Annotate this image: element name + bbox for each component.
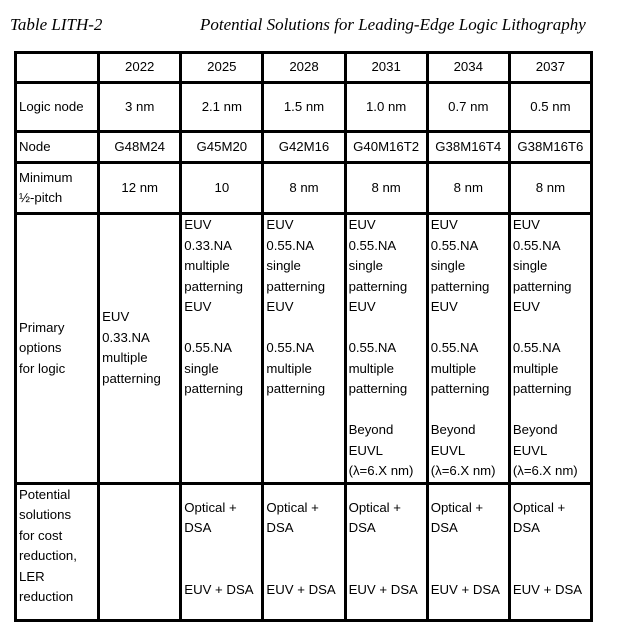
cell-line: EUV + DSA — [266, 581, 336, 597]
table-cell — [263, 214, 345, 484]
row-label-cell — [16, 132, 99, 163]
line-spacer — [266, 539, 341, 560]
cell-line: patterning — [348, 278, 408, 294]
cell-line: multiple — [184, 258, 230, 273]
row-label-line: for cost — [19, 527, 63, 543]
cell-line: 8 nm — [289, 179, 319, 195]
cell-line: single — [512, 258, 548, 273]
row-label-line: Primary — [19, 319, 65, 335]
header-row — [16, 53, 592, 83]
cell-line: 3 nm — [125, 98, 155, 114]
cell-line: 0.55.NA — [266, 340, 315, 355]
cell-line: EUV — [512, 217, 540, 232]
table-cell — [509, 483, 591, 620]
cell-line: 12 nm — [121, 179, 159, 195]
row-label-line: Node — [19, 138, 51, 154]
cell-line: G38M16T4 — [435, 138, 502, 154]
cell-line: G48M24 — [114, 138, 165, 154]
table-cell — [509, 214, 591, 484]
table-cell — [427, 132, 509, 163]
cell-line: EUV — [430, 217, 458, 232]
row-label-line: Minimum — [19, 169, 73, 185]
cell-line: Optical + — [512, 499, 566, 515]
table-cell — [345, 83, 427, 132]
line-spacer — [349, 559, 424, 580]
cell-line: EUV — [348, 217, 376, 232]
cell-line: Optical + — [348, 499, 401, 515]
cell-line: EUVL — [430, 442, 466, 458]
table-row-node — [16, 132, 592, 163]
cell-line: 8 nm — [371, 179, 401, 195]
cell-line: single — [348, 258, 384, 273]
cell-line: 0.55.NA — [184, 340, 232, 355]
cell-line: patterning — [266, 381, 326, 396]
cell-line: Beyond — [512, 422, 558, 437]
cell-line: DSA — [266, 520, 294, 535]
cell-line: single — [266, 258, 301, 273]
row-label-line: Logic node — [19, 98, 84, 114]
table-cell — [99, 214, 181, 484]
row-label-line: LER — [19, 568, 45, 584]
cell-line: patterning — [102, 370, 161, 386]
cell-line: EUV + DSA — [348, 581, 418, 597]
cell-line: multiple — [348, 360, 395, 376]
table-cell — [427, 83, 509, 132]
cell-line: patterning — [184, 381, 243, 396]
row-label-line: for logic — [19, 360, 66, 376]
cell-line: DSA — [430, 520, 458, 535]
line-spacer — [513, 539, 588, 560]
year-header-cell: 2022 — [99, 53, 181, 83]
cell-line: patterning — [184, 278, 243, 294]
table-cell — [263, 83, 345, 132]
line-spacer — [349, 400, 424, 421]
header-corner-cell — [16, 53, 99, 83]
cell-line: EUV — [184, 299, 212, 314]
table-cell — [509, 163, 591, 214]
table-cell — [427, 214, 509, 484]
line-spacer — [431, 318, 506, 339]
cell-line: EUV — [512, 299, 540, 314]
cell-line: EUV — [184, 217, 212, 232]
cell-line: multiple — [102, 350, 148, 366]
line-spacer — [266, 318, 341, 339]
table-cell — [345, 132, 427, 163]
table-caption: Potential Solutions for Leading-Edge Logic Lithography — [200, 15, 586, 34]
table-cell — [345, 483, 427, 620]
table-cell — [345, 163, 427, 214]
table-cell — [263, 132, 345, 163]
table-cell — [99, 132, 181, 163]
table-cell — [427, 483, 509, 620]
cell-line: 0.33.NA — [184, 237, 232, 253]
cell-line: patterning — [430, 381, 490, 396]
row-label-line: solutions — [19, 507, 72, 522]
table-cell — [99, 83, 181, 132]
cell-line: 2.1 nm — [201, 98, 243, 114]
year-header-cell: 2025 — [181, 53, 263, 83]
year-header-cell: 2028 — [263, 53, 345, 83]
line-spacer — [349, 539, 424, 560]
cell-line: EUV + DSA — [430, 581, 500, 597]
cell-line: single — [430, 258, 466, 273]
row-label-line: reduction, — [19, 548, 77, 563]
cell-line: G42M16 — [278, 138, 330, 154]
table-cell — [345, 214, 427, 484]
table-cell — [427, 163, 509, 214]
cell-line: 0.55.NA — [430, 340, 479, 355]
cell-line: EUV — [102, 309, 130, 325]
year-header-cell: 2037 — [509, 53, 591, 83]
line-spacer — [184, 539, 259, 560]
cell-line: (λ=6.X nm) — [348, 463, 414, 478]
cell-line: patterning — [512, 278, 572, 294]
cell-line: DSA — [184, 520, 212, 535]
cell-line: multiple — [512, 360, 559, 376]
table-cell — [181, 483, 263, 620]
cell-line: single — [184, 360, 219, 376]
row-label-cell — [16, 483, 99, 620]
line-spacer — [513, 400, 588, 421]
cell-line: G45M20 — [196, 138, 248, 154]
table-row-pitch — [16, 163, 592, 214]
table-cell — [181, 163, 263, 214]
line-spacer — [184, 559, 259, 580]
cell-line: EUV + DSA — [184, 581, 254, 597]
cell-line: EUV — [430, 299, 458, 314]
cell-line: 0.55.NA — [266, 237, 315, 253]
line-spacer — [266, 559, 341, 580]
line-spacer — [513, 318, 588, 339]
table-row-primary — [16, 214, 592, 484]
cell-line: 0.55.NA — [348, 237, 397, 253]
cell-line: 0.55.NA — [348, 340, 397, 355]
cell-line: 0.55.NA — [512, 340, 561, 355]
cell-line: EUVL — [348, 442, 384, 458]
table-cell — [181, 214, 263, 484]
row-label-cell — [16, 214, 99, 484]
cell-line: 0.55.NA — [430, 237, 479, 253]
cell-line: EUVL — [512, 442, 548, 458]
cell-line: 1.5 nm — [283, 98, 325, 114]
table-cell — [509, 132, 591, 163]
table-cell — [181, 83, 263, 132]
cell-line: Optical + — [184, 499, 237, 515]
cell-line: 0.55.NA — [512, 237, 561, 253]
cell-line: EUV — [348, 299, 376, 314]
cell-line: (λ=6.X nm) — [512, 463, 578, 478]
cell-line: G38M16T6 — [517, 138, 584, 154]
cell-line: EUV + DSA — [512, 581, 583, 597]
row-label-line: ½-pitch — [19, 190, 63, 205]
cell-line: patterning — [512, 381, 572, 396]
cell-line: 10 — [214, 179, 230, 195]
lithography-solutions-table — [14, 51, 593, 622]
line-spacer — [184, 318, 259, 339]
table-row-cost — [16, 483, 592, 620]
cell-line: EUV — [266, 299, 294, 314]
table-id: Table LITH-2 — [10, 15, 103, 34]
line-spacer — [431, 559, 506, 580]
row-label-line: options — [19, 340, 62, 355]
cell-line: EUV — [266, 217, 294, 232]
line-spacer — [431, 539, 506, 560]
cell-line: (λ=6.X nm) — [430, 463, 496, 478]
cell-line: 0.7 nm — [448, 98, 489, 114]
cell-line: 8 nm — [535, 179, 566, 195]
cell-line: patterning — [266, 278, 326, 294]
line-spacer — [349, 318, 424, 339]
cell-line: Beyond — [430, 422, 476, 437]
line-spacer — [431, 400, 506, 421]
cell-line: Optical + — [430, 499, 484, 515]
table-cell — [181, 132, 263, 163]
cell-line: 8 nm — [453, 179, 483, 195]
table-row-logic — [16, 83, 592, 132]
table-cell — [99, 163, 181, 214]
cell-line: DSA — [512, 520, 540, 535]
table-cell — [509, 83, 591, 132]
cell-line: 0.33.NA — [102, 329, 150, 345]
cell-line: Optical + — [266, 499, 319, 515]
table-cell — [99, 483, 181, 620]
row-label-line: Potential — [19, 486, 71, 502]
cell-line: G40M16T2 — [353, 138, 420, 154]
year-header-cell: 2031 — [345, 53, 427, 83]
cell-line: patterning — [348, 381, 408, 396]
cell-line: multiple — [266, 360, 312, 376]
cell-line: Beyond — [348, 422, 394, 437]
cell-line: DSA — [348, 520, 376, 535]
year-header-cell: 2034 — [427, 53, 509, 83]
cell-line: 0.5 nm — [530, 98, 571, 114]
row-label-cell — [16, 163, 99, 214]
line-spacer — [513, 559, 588, 580]
cell-line: patterning — [430, 278, 490, 294]
table-cell — [263, 163, 345, 214]
cell-line: multiple — [430, 360, 477, 376]
cell-line: 1.0 nm — [365, 98, 407, 114]
row-label-cell — [16, 83, 99, 132]
row-label-line: reduction — [19, 589, 74, 604]
table-cell — [263, 483, 345, 620]
